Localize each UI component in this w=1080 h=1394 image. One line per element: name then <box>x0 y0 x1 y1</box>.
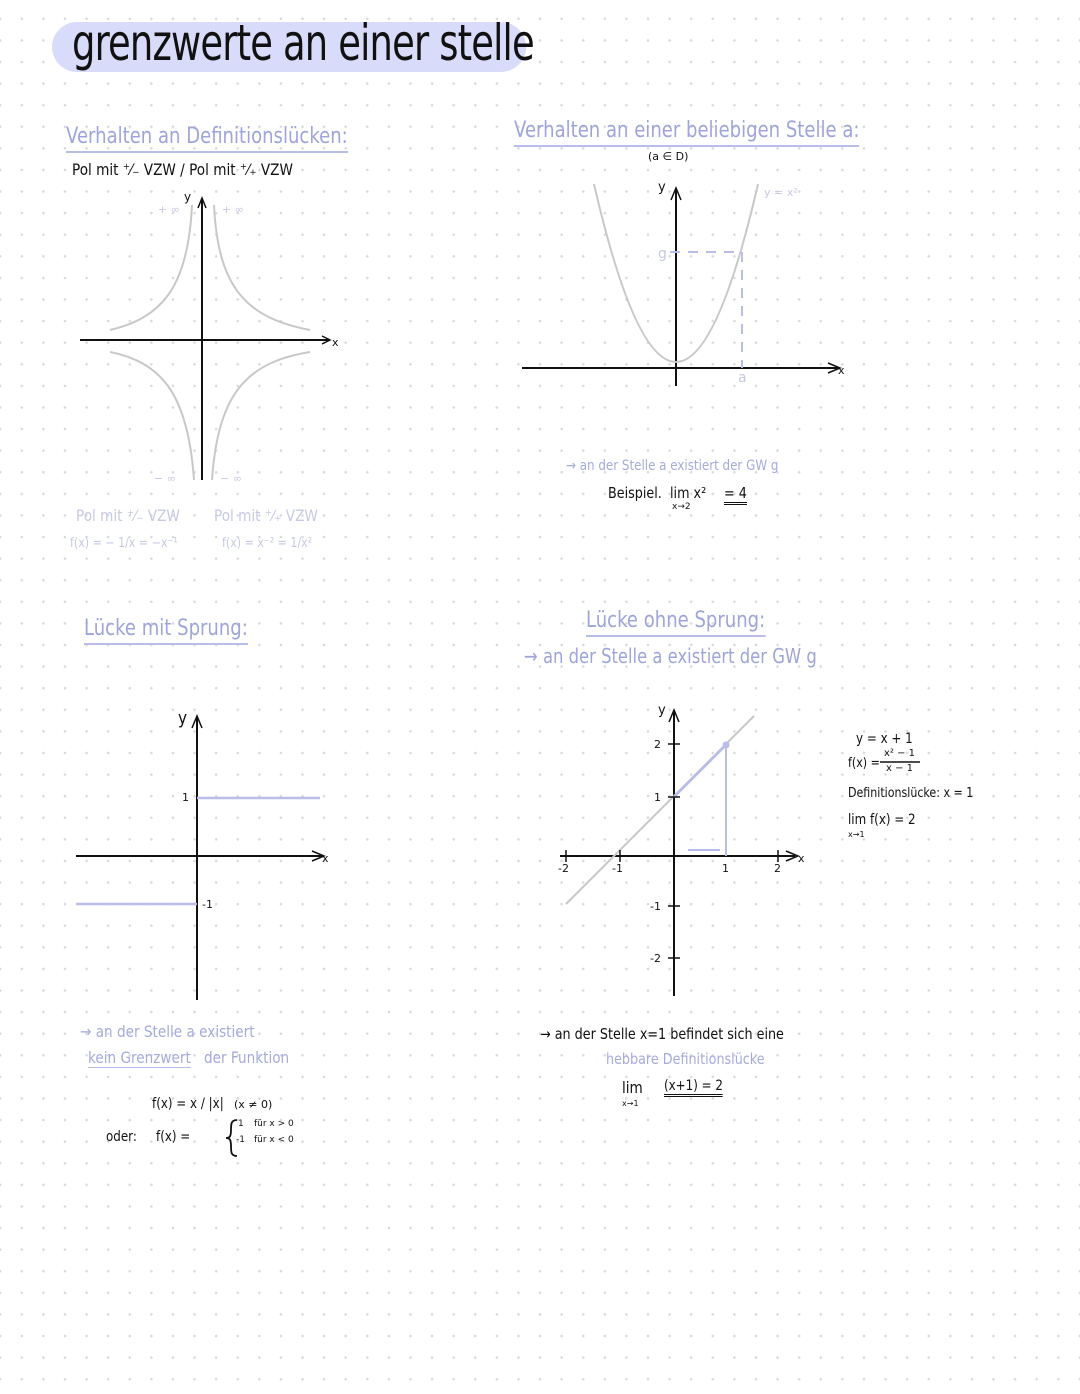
side-lim-sub: x→1 <box>848 830 865 839</box>
jump-tick-1: 1 <box>182 791 189 804</box>
side-f-numerator: x² − 1 <box>884 748 916 759</box>
example-label: Beispiel. <box>608 484 662 502</box>
definition-gaps-subtitle: Pol mit ⁺⁄₋ VZW / Pol mit ⁺⁄₊ VZW <box>72 160 293 179</box>
side-f-label: f(x) = <box>848 756 880 771</box>
jump-heading: Lücke mit Sprung: <box>84 616 248 645</box>
removable-xlabel-m1: -1 <box>612 862 623 875</box>
pole-label-bottom-left: − ∞ <box>154 472 176 485</box>
parabola-g-label: g <box>658 246 667 262</box>
parabola-x-label: x <box>838 364 845 377</box>
definition-gaps-heading: Verhalten an Definitionslücken: <box>66 124 348 153</box>
parabola-a-label: a <box>738 370 747 386</box>
case-2-value: -1 <box>236 1135 245 1145</box>
jump-x-label: x <box>322 852 329 865</box>
side-y-equation: y = x + 1 <box>856 731 913 747</box>
side-lim-text: lim f(x) = 2 <box>848 812 916 828</box>
pole-left-label: Pol mit ⁺⁄₋ VZW <box>76 506 180 525</box>
any-point-heading: Verhalten an einer beliebigen Stelle a: <box>514 118 859 147</box>
removable-ylabel-m1: -1 <box>650 900 661 913</box>
jump-formula-1-cond: (x ≠ 0) <box>234 1098 273 1111</box>
pole-curve-bottom-right <box>212 352 310 480</box>
removable-gap-point <box>723 742 730 749</box>
jump-formula-2-fx: f(x) = <box>156 1129 191 1145</box>
removable-graph <box>560 710 798 996</box>
pole-right-formula: f(x) = x⁻² = 1/x² <box>222 536 313 551</box>
removable-xlabel-m2: -2 <box>558 862 569 875</box>
pole-label-bottom-right: − ∞ <box>220 472 242 485</box>
pole-x-label: x <box>332 336 339 349</box>
removable-y-label: y <box>658 703 666 718</box>
removable-lim: lim <box>622 1078 643 1097</box>
jump-tick-m1: -1 <box>202 898 213 911</box>
parabola-y-label: y <box>658 180 666 195</box>
pole-curve-top-left <box>110 205 192 330</box>
removable-ylabel-m2: -2 <box>650 952 661 965</box>
any-point-condition: (a ∈ D) <box>648 150 689 163</box>
jump-formula-2-prefix: oder: <box>106 1129 137 1145</box>
case-1-condition: für x > 0 <box>254 1119 294 1129</box>
case-1-value: 1 <box>238 1119 244 1129</box>
removable-line-highlight <box>674 745 726 797</box>
removable-lim-sub: x→1 <box>622 1099 639 1108</box>
pole-curve-top-right <box>214 205 310 330</box>
jump-formula-1: f(x) = x / |x| <box>152 1096 224 1112</box>
side-gap-text: Definitionslücke: x = 1 <box>848 786 974 801</box>
pole-left-formula: f(x) = − 1/x = −x⁻¹ <box>70 536 178 551</box>
removable-note-2: hebbare Definitionslücke <box>606 1050 765 1068</box>
example-lim-sub: x→2 <box>672 502 691 512</box>
removable-x-label: x <box>798 852 805 865</box>
jump-note-2a: kein Grenzwert <box>88 1048 191 1067</box>
removable-xlabel-2: 2 <box>774 862 781 875</box>
removable-ylabel-2: 2 <box>654 738 661 751</box>
removable-lim-arg: (x+1) = 2 <box>664 1078 723 1097</box>
jump-graph <box>76 716 324 1000</box>
example-result: = 4 <box>724 484 747 505</box>
pole-y-label: y <box>184 190 192 204</box>
pole-curve-bottom-left <box>110 352 194 480</box>
pole-label-top-right: + ∞ <box>222 203 244 216</box>
pole-right-label: Pol mit ⁺⁄₊ VZW <box>214 506 318 525</box>
side-f-denominator: x − 1 <box>886 763 914 774</box>
example-lim: lim x² <box>670 484 707 502</box>
removable-note-1: → an der Stelle x=1 befindet sich eine <box>540 1025 784 1043</box>
removable-ylabel-1: 1 <box>654 791 661 804</box>
jump-y-label: y <box>178 708 188 729</box>
parabola-curve-label: y = x² <box>764 186 798 199</box>
case-2-condition: für x < 0 <box>254 1135 294 1145</box>
parabola-graph <box>522 184 840 386</box>
pole-label-top-left: + ∞ <box>158 203 180 216</box>
page-title: grenzwerte an einer stelle <box>72 14 534 72</box>
any-point-note: → an der Stelle a existiert der GW g <box>566 458 779 474</box>
removable-xlabel-1: 1 <box>722 862 729 875</box>
pole-graph <box>80 198 330 480</box>
removable-heading: Lücke ohne Sprung: <box>586 608 765 637</box>
removable-subheading: → an der Stelle a existiert der GW g <box>524 644 817 668</box>
jump-note-2b: der Funktion <box>204 1048 290 1067</box>
jump-note-1: → an der Stelle a existiert <box>80 1022 255 1041</box>
